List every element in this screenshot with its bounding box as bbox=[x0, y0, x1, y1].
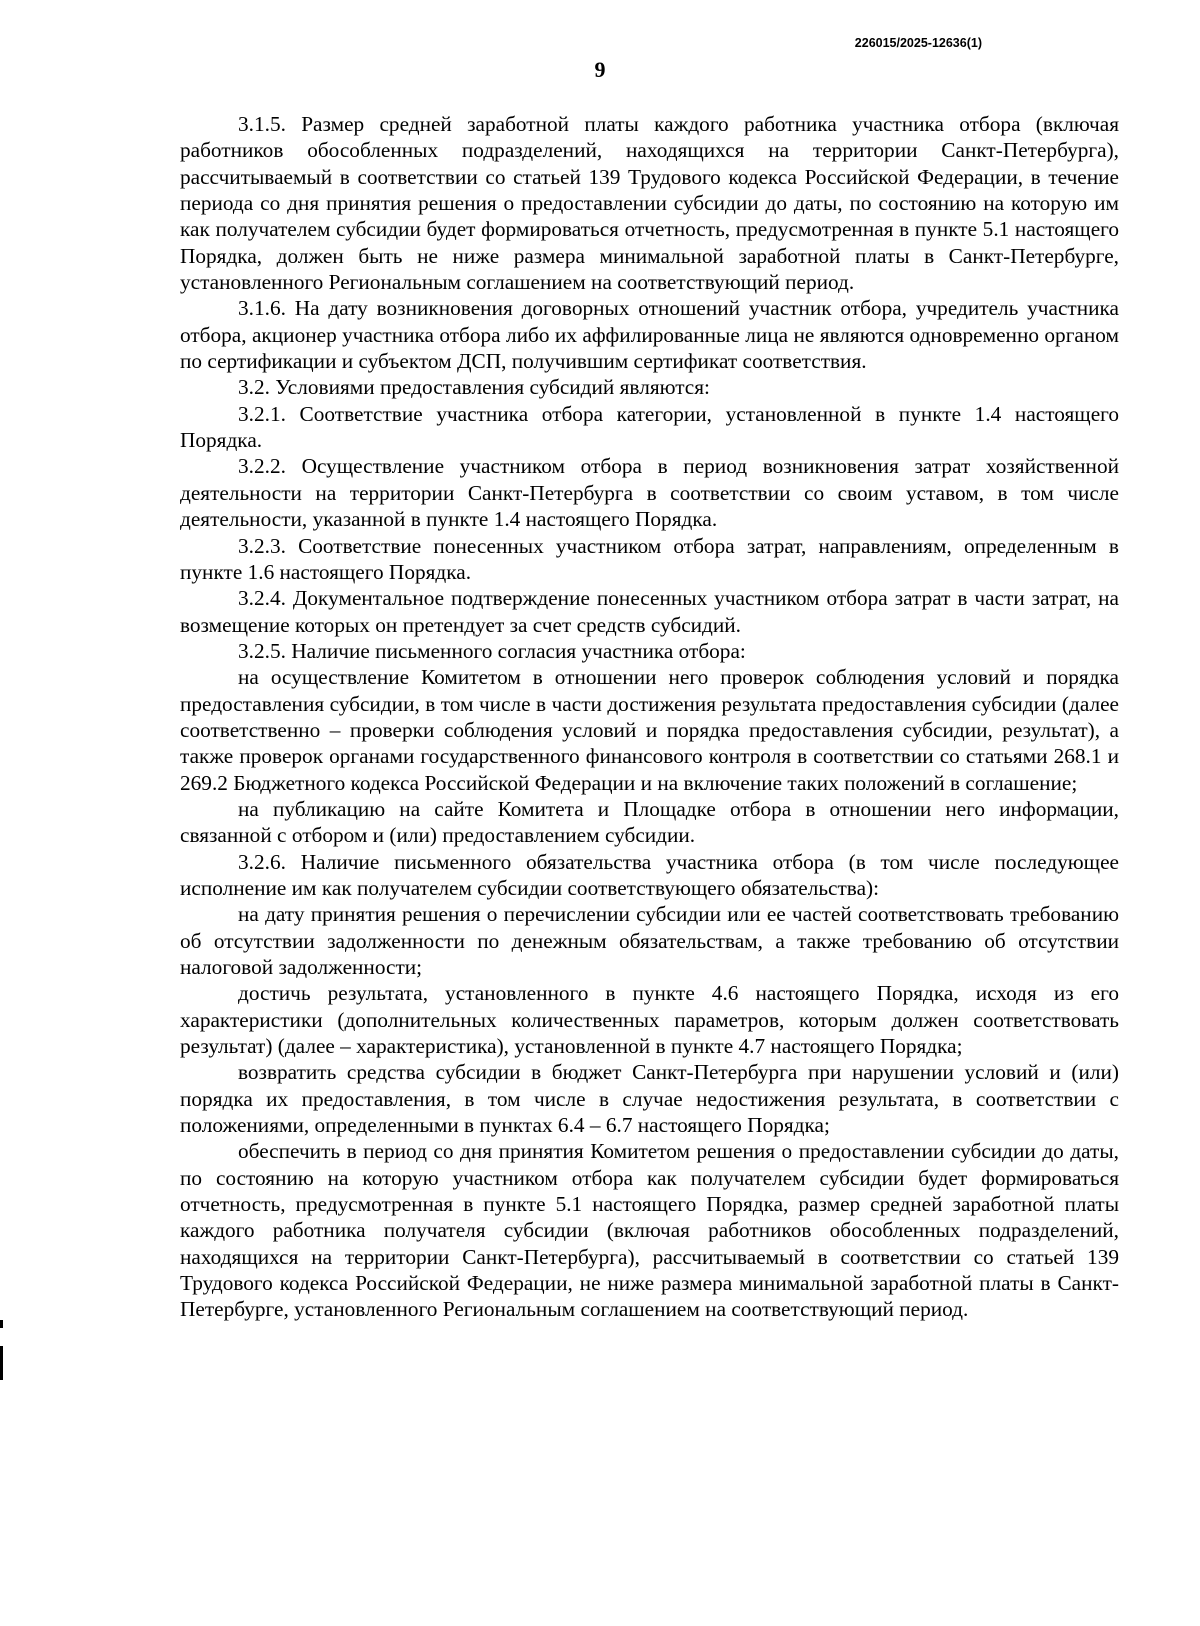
registration-number: 226015/2025-12636(1) bbox=[854, 36, 982, 50]
paragraph-3-1-5: 3.1.5. Размер средней заработной платы каждого работника участника отбора (включая работников обособленных подразделений, находящихся на территории Санкт-Петербурга), рассчитываемый в соответствии со статьей 139 Трудового кодекса Российской Федерации, в течение периода со дня принятия решения о предоставлении субсидии до даты, по состоянию на которую им как получателем субсидии будет формироваться отчетность, предусмотренная в пункте 5.1 настоящего Порядка, должен быть не ниже размера минимальной заработной платы в Санкт-Петербурге, установленного Региональным соглашением на соответствующий период. bbox=[180, 112, 1119, 295]
scan-edge-mark bbox=[0, 1346, 3, 1380]
paragraph-3-2-6-item-3: возвратить средства субсидии в бюджет Санкт-Петербурга при нарушении условий и (или) порядка их предоставления, в том числе в случае недостижения результата, в соответствии с положениями, определенными в пунктах 6.4 – 6.7 настоящего Порядка; bbox=[180, 1060, 1119, 1138]
paragraph-3-2-2: 3.2.2. Осуществление участником отбора в период возникновения затрат хозяйственной деятельности на территории Санкт-Петербурга в соответствии со своим уставом, в том числе деятельности, указанной в пункте 1.4 настоящего Порядка. bbox=[180, 454, 1119, 532]
paragraph-3-1-6: 3.1.6. На дату возникновения договорных отношений участник отбора, учредитель участника отбора, акционер участника отбора либо их аффилированные лица не являются одновременно органом по сертификации и субъектом ДСП, получившим сертификат соответствия. bbox=[180, 296, 1119, 374]
paragraph-3-2-1: 3.2.1. Соответствие участника отбора категории, установленной в пункте 1.4 настоящего Порядка. bbox=[180, 401, 1119, 453]
paragraph-3-2-6-item-1: на дату принятия решения о перечислении субсидии или ее частей соответствовать требованию об отсутствии задолженности по денежным обязательствам, а также требованию об отсутствии налоговой задолженности; bbox=[180, 902, 1119, 979]
paragraph-3-2-5-item-1: на осуществление Комитетом в отношении него проверок соблюдения условий и порядка предоставления субсидии, в том числе в части достижения результата предоставления субсидии (далее соответственно – проверки соблюдения условий и порядка предоставления субсидии, результат), а также проверок органами государственного финансового контроля в соответствии со статьями 268.1 и 269.2 Бюджетного кодекса Российской Федерации и на включение таких положений в соглашение; bbox=[180, 665, 1119, 795]
paragraph-3-2-5-item-2: на публикацию на сайте Комитета и Площадке отбора в отношении него информации, связанной с отбором и (или) предоставлением субсидии. bbox=[180, 796, 1119, 848]
paragraph-3-2-6-item-4: обеспечить в период со дня принятия Комитетом решения о предоставлении субсидии до даты, по состоянию на которую участником отбора как получателем субсидии будет формироваться отчетность, предусмотренная в пункте 5.1 настоящего Порядка, размер средней заработной платы каждого работника получателя субсидии (включая работников обособленных подразделений, находящихся на территории Санкт-Петербурга), рассчитываемый в соответствии со статьей 139 Трудового кодекса Российской Федерации, не ниже размера минимальной заработной платы в Санкт-Петербурге, установленного Региональным соглашением на соответствующий период. bbox=[180, 1139, 1119, 1322]
paragraph-3-2-6-item-2: достичь результата, установленного в пункте 4.6 настоящего Порядка, исходя из его характеристики (дополнительных количественных параметров, которым должен соответствовать результат) (далее – характеристика), установленной в пункте 4.7 настоящего Порядка; bbox=[180, 981, 1119, 1059]
paragraph-3-2-5: 3.2.5. Наличие письменного согласия участника отбора: bbox=[238, 638, 746, 663]
document-body bbox=[180, 111, 1119, 1323]
page-number: 9 bbox=[594, 57, 606, 82]
scan-edge-mark bbox=[0, 1320, 3, 1328]
paragraph-3-2-6: 3.2.6. Наличие письменного обязательства участника отбора (в том числе последующее исполнение им как получателем субсидии соответствующего обязательства): bbox=[180, 849, 1119, 900]
paragraph-3-2-4: 3.2.4. Документальное подтверждение понесенных участником отбора затрат в части затрат, на возмещение которых он претендует за счет средств субсидий. bbox=[180, 586, 1119, 637]
paragraph-3-2-3: 3.2.3. Соответствие понесенных участником отбора затрат, направлениям, определенным в пункте 1.6 настоящего Порядка. bbox=[180, 533, 1119, 584]
paragraph-3-2: 3.2. Условиями предоставления субсидий являются: bbox=[238, 375, 710, 400]
